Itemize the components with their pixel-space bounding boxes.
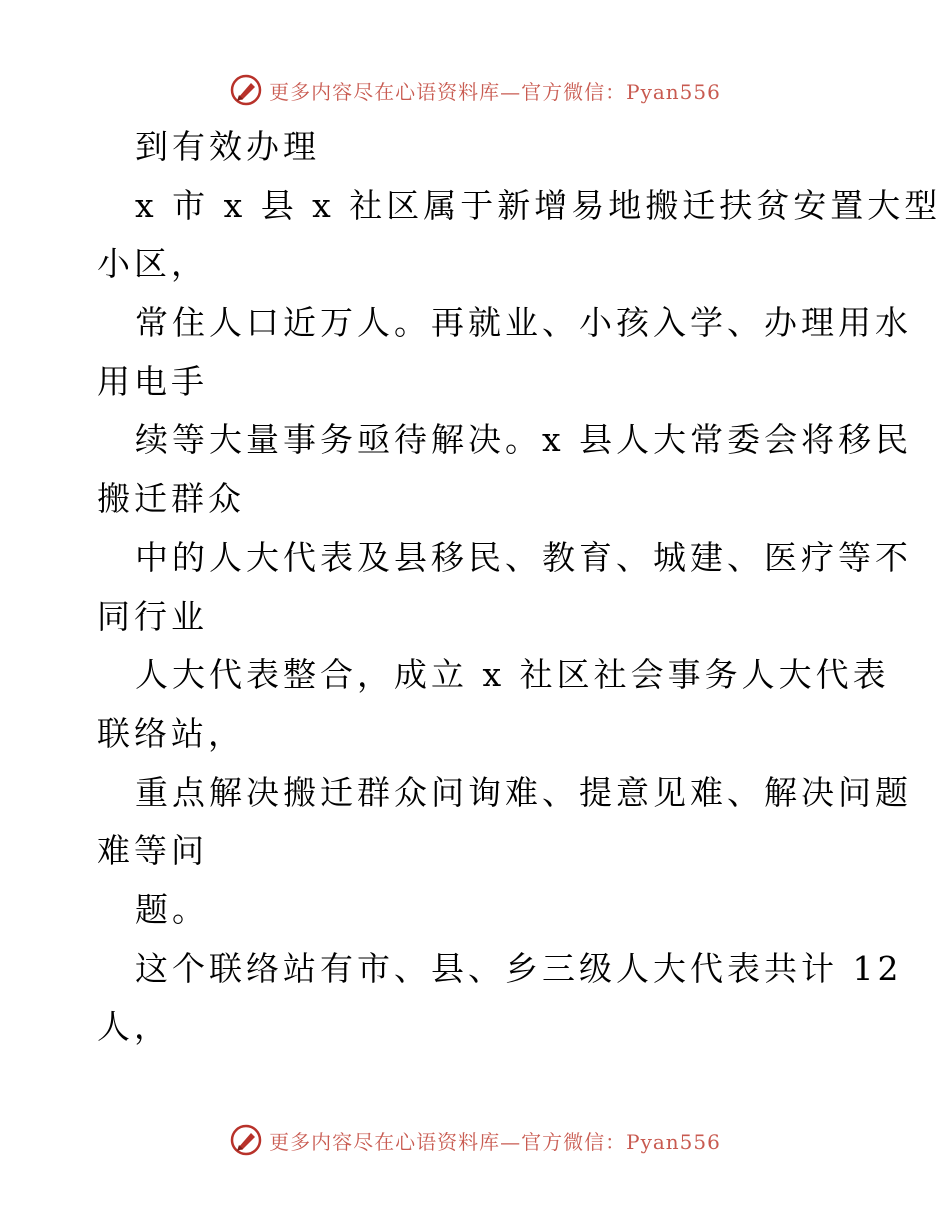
header-banner — [0, 70, 950, 110]
pen-logo-icon — [229, 1123, 263, 1157]
text-line: 题。 — [135, 889, 209, 929]
text-line: 这个联络站有市、县、乡三级人大代表共计 12 — [135, 948, 903, 988]
pen-logo-icon — [229, 73, 263, 107]
text-line: 联络站， — [97, 713, 245, 753]
footer-banner — [0, 1120, 950, 1160]
text-line: 重点解决搬迁群众问询难、提意见难、解决问题 — [135, 772, 912, 812]
text-line: 小区， — [97, 244, 208, 284]
text-line: x 市 x 县 x 社区属于新增易地搬迁扶贫安置大型 — [135, 185, 942, 225]
text-line: 续等大量事务亟待解决。x 县人大常委会将移民 — [135, 420, 913, 460]
text-line: 人， — [97, 1007, 171, 1047]
text-line: 难等问 — [97, 831, 208, 871]
text-line: 到有效办理 — [135, 127, 320, 166]
text-line: 人大代表整合，成立 x 社区社会事务人大代表 — [135, 655, 890, 695]
text-line: 搬迁群众 — [97, 479, 245, 519]
footer-banner-text: 更多内容尽在心语资料库—官方微信：Pyan556 — [269, 1129, 721, 1154]
text-line: 用电手 — [97, 361, 208, 401]
text-line: 同行业 — [97, 596, 208, 636]
text-line: 中的人大代表及县移民、教育、城建、医疗等不 — [135, 537, 912, 577]
header-banner-text: 更多内容尽在心语资料库—官方微信：Pyan556 — [269, 79, 721, 104]
text-line: 常住人口近万人。再就业、小孩入学、办理用水 — [135, 303, 912, 343]
document-body — [97, 118, 942, 1057]
